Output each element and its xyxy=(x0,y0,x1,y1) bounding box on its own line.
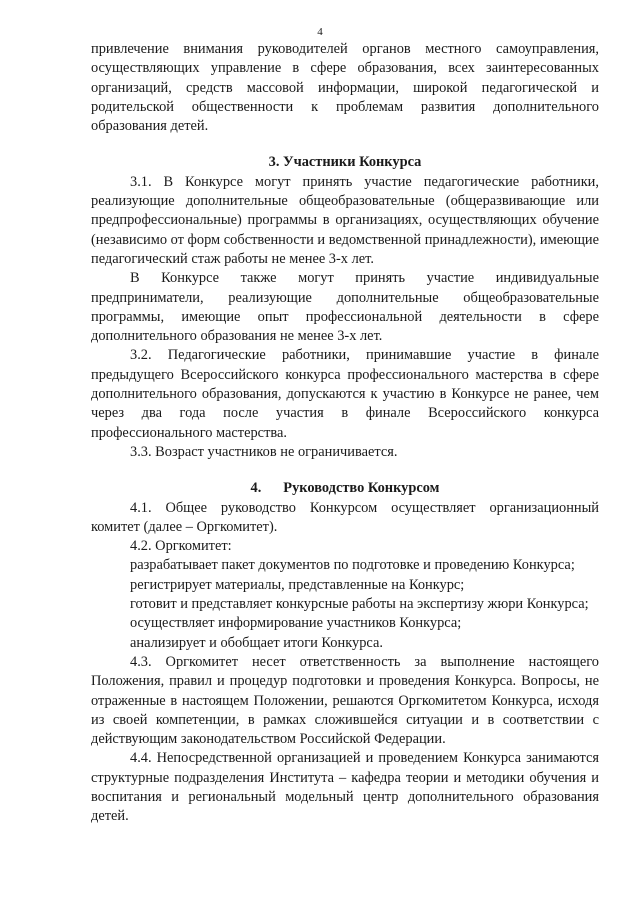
paragraph-3-3: 3.3. Возраст участников не ограничивается. xyxy=(130,443,398,460)
intro-paragraph: привлечение внимания руководителей органов местного самоуправления, осуществляющих управление в сфере образования, всех заинтересованных организаций, средств массовой информации, широкой педагогической и родительской общественности к проблемам развития дополнительного образования детей. xyxy=(91,41,599,135)
section-3-title: 3. Участники Конкурса xyxy=(268,154,422,171)
duty-item-expertise: готовит и представляет конкурсные работы на экспертизу жюри Конкурса; xyxy=(130,596,589,613)
document-body xyxy=(91,40,599,827)
section-4-title xyxy=(91,479,599,498)
duty-item-register: регистрирует материалы, представленные на Конкурс; xyxy=(130,576,465,593)
paragraph-4-3: 4.3. Оргкомитет несет ответственность за выполнение настоящего Положения, правил и процедур подготовки и проведения Конкурса. Вопросы, не отраженные в настоящем Положении, решаются Оргкомитетом Конкурса, исходя из своей компетенции, в рамках сложившейся ситуации и в соответствии с действующим законодательством Российской Федерации. xyxy=(91,653,599,748)
paragraph-3-1: 3.1. В Конкурсе могут принять участие педагогические работники, реализующие дополнительные общеобразовательные (общеразвивающие или предпрофессиональные) программы в организациях, осуществляющих обучение (независимо от форм собственности и ведомственной принадлежности), имеющие педагогический стаж работы не менее 3-х лет. xyxy=(91,173,599,267)
duty-item-inform: осуществляет информирование участников Конкурса; xyxy=(130,615,462,632)
paragraph-4-1: 4.1. Общее руководство Конкурсом осуществляет организационный комитет (далее – Оргкомитет). xyxy=(91,499,599,535)
paragraph-3-1-entrepreneurs: В Конкурсе также могут принять участие индивидуальные предприниматели, реализующие дополнительные общеобразовательные программы, имеющие опыт профессиональной деятельности в сфере дополнительного образования не менее 3-х лет. xyxy=(91,270,599,345)
duty-item-results: анализирует и обобщает итоги Конкурса. xyxy=(130,634,383,651)
section-4-number: 4. xyxy=(250,480,262,497)
paragraph-4-2: 4.2. Оргкомитет: xyxy=(130,538,232,555)
paragraph-4-4: 4.4. Непосредственной организацией и проведением Конкурса занимаются структурные подразделения Института – кафедра теории и методики обучения и воспитания и региональный модельный центр дополнительного образования детей. xyxy=(91,750,599,825)
page-number: 4 xyxy=(317,26,323,38)
paragraph-3-2: 3.2. Педагогические работники, принимавшие участие в финале предыдущего Всероссийского конкурса профессионального мастерства в сфере дополнительного образования, допускаются к участию в Конкурсе не ранее, чем через два года после участия в финале Всероссийского конкурса профессионального мастерства. xyxy=(91,347,599,441)
duty-item-documents: разрабатывает пакет документов по подготовке и проведению Конкурса; xyxy=(130,557,575,574)
section-4-title-text: Руководство Конкурсом xyxy=(283,480,440,497)
